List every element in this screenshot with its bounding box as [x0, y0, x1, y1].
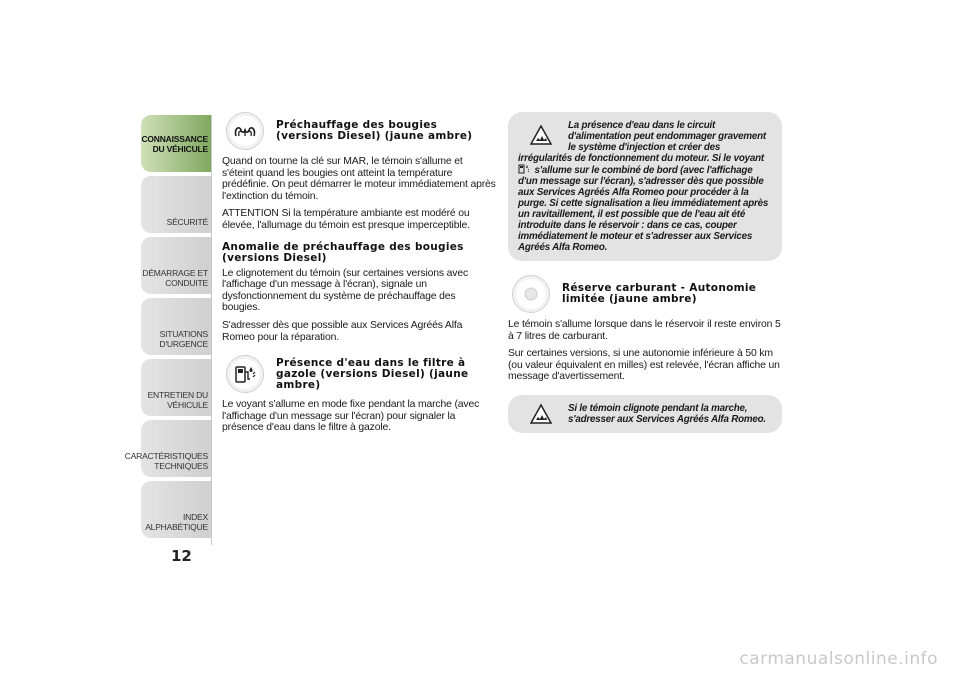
- water-in-fuel-small-icon: [518, 164, 530, 174]
- paragraph: Le témoin s'allume lorsque dans le réservoir il reste environ 5 à 7 litres de carburant.: [508, 319, 781, 342]
- tab-index-alphabetique[interactable]: INDEX ALPHABÉTIQUE: [141, 481, 212, 538]
- right-column: [508, 112, 782, 433]
- page-number: 12: [171, 547, 192, 565]
- section-title-fuel-reserve: Réserve carburant - Autonomie limitée (jaune ambre): [562, 282, 757, 305]
- tab-demarrage-conduite[interactable]: DÉMARRAGE ET CONDUITE: [141, 237, 212, 294]
- chapter-sidebar: [124, 115, 212, 542]
- tab-connaissance-vehicule[interactable]: CONNAISSANCE DU VÉHICULE: [141, 115, 212, 172]
- section-glow-plugs-head: [222, 112, 496, 150]
- water-in-fuel-icon: [226, 355, 264, 393]
- tab-caracteristiques-techniques[interactable]: CARACTÉRISTIQUES TECHNIQUES: [141, 420, 212, 477]
- paragraph: S'adresser dès que possible aux Services Agréés Alfa Romeo pour la réparation.: [222, 319, 463, 343]
- paragraph: Le clignotement du témoin (sur certaines versions avec l'affichage d'un message à l'écran), signale un dysfonctionnement du système de préchauffage des bougies.: [222, 267, 469, 314]
- tab-entretien-vehicule[interactable]: ENTRETIEN DU VÉHICULE: [141, 359, 212, 416]
- sidebar-divider: [211, 115, 212, 545]
- paragraph: Sur certaines versions, si une autonomie inférieure à 50 km (ou valeur équivalent en milles) est relevée, l'écran affiche un message d'avertissement.: [508, 348, 780, 383]
- tab-situations-urgence[interactable]: SITUATIONS D'URGENCE: [141, 298, 212, 355]
- warning-note-water: La présence d'eau dans le circuit d'alimentation peut endommager gravement le système d'injection et créer des irrégularités de fonctionnement du moteur. Si le voyant s'allume sur le combiné de bord (avec l'affichage d'un message sur l'écran), s'adresser dès que possible aux Services Agréés Alfa Romeo pour procéder à la purge. Si cette signalisation a lieu immédiatement après un ravitaillement, il est possible que de l'eau ait été introduite dans le réservoir : dans ce cas, couper immédiatement le moteur et s'adresser aux Services Agréés Alfa Romeo.: [508, 112, 782, 261]
- glow-plug-icon: [226, 112, 264, 150]
- fuel-reserve-icon: [512, 275, 550, 313]
- section-fuel-reserve-head: [508, 275, 782, 313]
- paragraph: Le voyant s'allume en mode fixe pendant la marche (avec l'affichage d'un message sur l'écran) pour signaler la présence d'eau dans le filtre à gazole.: [222, 399, 480, 434]
- warning-triangle-icon: [530, 124, 552, 146]
- left-column: [222, 112, 496, 440]
- paragraph: Quand on tourne la clé sur MAR, le témoin s'allume et s'éteint quand les bougies ont atteint la température prédéfinie. On peut démarrer le moteur immédiatement après l'extinction du témoin.: [222, 156, 496, 202]
- section-title-water-filter: Présence d'eau dans le filtre à gazole (versions Diesel) (jaune ambre): [276, 356, 469, 391]
- section-title-glow-plug-fault: Anomalie de préchauffage des bougies (versions Diesel): [222, 240, 464, 264]
- section-title-glow-plugs: Préchauffage des bougies (versions Diesel) (jaune ambre): [276, 119, 473, 142]
- warning-note-blinking: Si le témoin clignote pendant la marche, s'adresser aux Services Agréés Alfa Romeo.: [508, 395, 782, 433]
- section-water-filter-head: [222, 355, 496, 393]
- watermark: carmanualsonline.info: [739, 649, 938, 669]
- paragraph: ATTENTION Si la température ambiante est modéré ou élevée, l'allumage du témoin est presque imperceptible.: [222, 208, 470, 231]
- warning-triangle-icon: [530, 403, 552, 425]
- tab-securite[interactable]: SÉCURITÉ: [141, 176, 212, 233]
